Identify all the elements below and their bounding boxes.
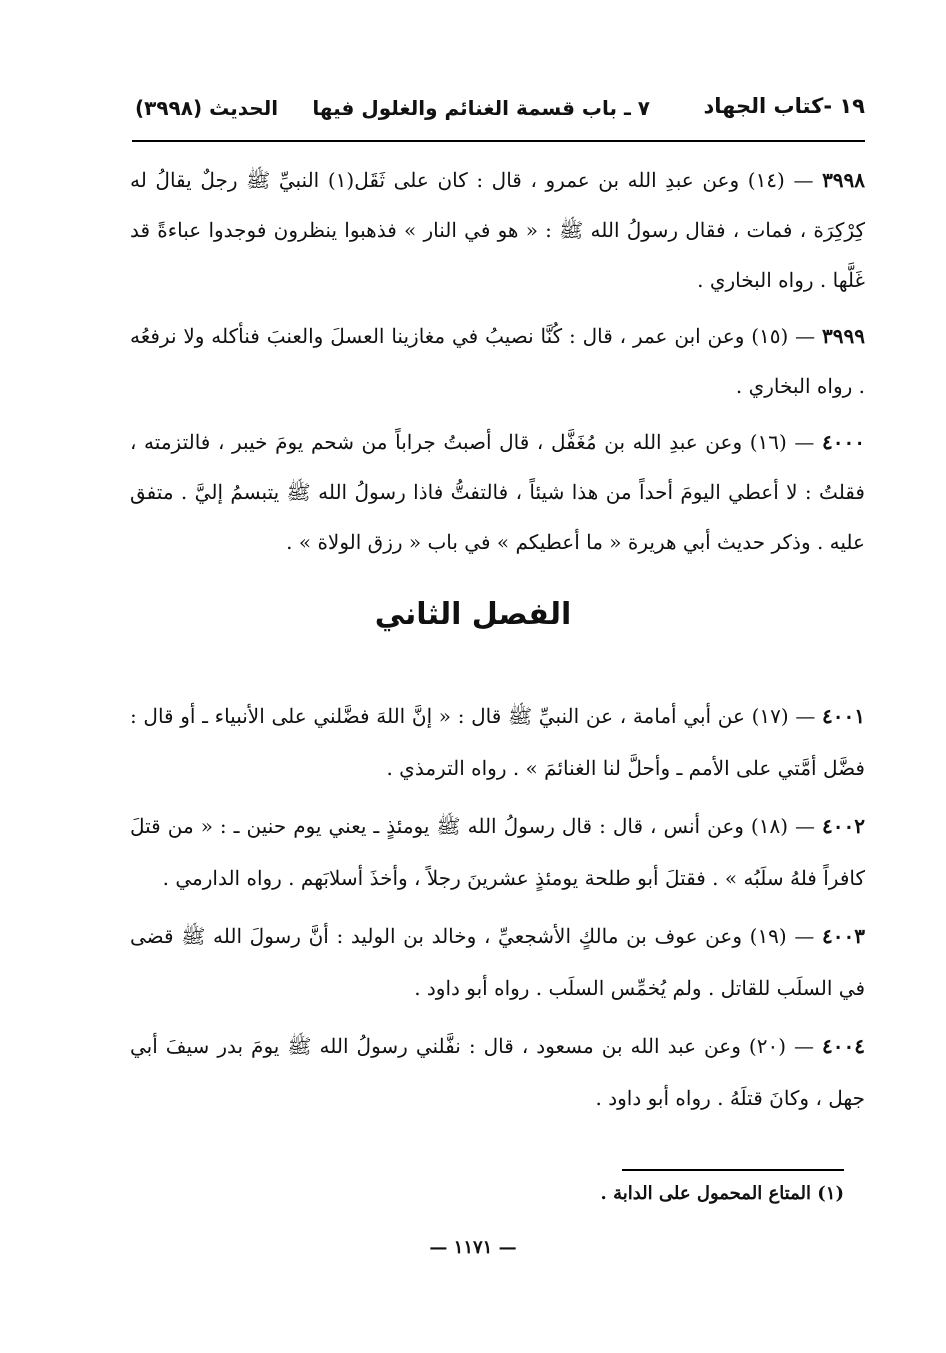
header-divider: [132, 140, 865, 142]
footnote-divider: [622, 1169, 844, 1171]
chapter-title: ٧ ـ باب قسمة الغنائم والغلول فيها: [312, 96, 650, 120]
hadith-entry: [130, 690, 865, 794]
hadith-text: — (١٥) وعن ابن عمر ، قال : كُنَّا نصيبُ في مغازينا العسلَ والعنبَ فنأكله ولا نرفعُه . رواه البخاري .: [130, 324, 865, 398]
hadith-entry: [130, 1020, 865, 1124]
page-number: — ١١٧١ —: [429, 1237, 517, 1258]
hadith-number: ٤٠٠٤: [822, 1034, 866, 1058]
hadith-number: ٤٠٠١: [822, 704, 865, 728]
hadith-entry: [130, 155, 865, 305]
section-heading: الفصل الثاني: [374, 597, 572, 632]
hadith-text: — (١٤) وعن عبدِ الله بن عمرو ، قال : كان على ثَقَل(١) النبيِّ ﷺ رجلٌ يقالُ له كِرْكِرَة ، فمات ، فقال رسولُ الله ﷺ : « هو في النار » فذهبوا ينظرون فوجدوا عباءةً قد غَلَّها . رواه البخاري .: [130, 168, 865, 292]
footnote: (١) المتاع المحمول على الدابة .: [600, 1183, 844, 1204]
hadith-text: — (٢٠) وعن عبد الله بن مسعود ، قال : نفَّلني رسولُ الله ﷺ يومَ بدر سيفَ أبي جهل ، وكانَ قتلَهُ . رواه أبو داود .: [130, 1034, 865, 1110]
hadith-entry: [130, 311, 865, 411]
hadith-entry: [130, 800, 865, 904]
running-header: [135, 92, 865, 136]
book-section-title: ١٩ -كتاب الجهاد: [703, 94, 865, 118]
hadith-number: ٤٠٠٠: [822, 430, 865, 454]
hadith-list-first-section: [130, 155, 865, 573]
hadith-text: — (١٩) وعن عوف بن مالكٍ الأشجعيِّ ، وخالد بن الوليد : أنَّ رسولَ الله ﷺ قضى في السلَب للقاتل . ولم يُخمِّس السلَب . رواه أبو داود .: [130, 924, 865, 1000]
hadith-reference: الحديث (٣٩٩٨): [135, 96, 279, 120]
hadith-number: ٣٩٩٨: [822, 168, 866, 192]
hadith-list-second-section: [130, 690, 865, 1130]
hadith-entry: [130, 417, 865, 567]
hadith-number: ٤٠٠٣: [822, 924, 866, 948]
hadith-number: ٣٩٩٩: [822, 324, 865, 348]
hadith-entry: [130, 910, 865, 1014]
hadith-text: — (١٦) وعن عبدِ الله بن مُغَفَّل ، قال أصبتُ جراباً من شحم يومَ خيبر ، فالتزمته ، فقلتُ : لا أعطي اليومَ أحداً من هذا شيئاً ، فالتفتُّ فاذا رسولُ الله ﷺ يتبسمُ إليَّ . متفق عليه . وذكر حديث أبي هريرة « ما أعطيكم » في باب « رزق الولاة » .: [130, 430, 865, 554]
hadith-text: — (١٧) عن أبي أمامة ، عن النبيِّ ﷺ قال : « إنَّ اللهَ فضَّلني على الأنبياء ـ أو قال : فضَّل أمَّتي على الأمم ـ وأحلَّ لنا الغنائمَ » . رواه الترمذي .: [130, 704, 865, 780]
hadith-number: ٤٠٠٢: [822, 814, 866, 838]
hadith-text: — (١٨) وعن أنس ، قال : قال رسولُ الله ﷺ يومئذٍ ـ يعني يوم حنين ـ : « من قتلَ كافراً فلهُ سلَبُه » . فقتلَ أبو طلحة يومئذٍ عشرينَ رجلاً ، وأخذَ أسلابَهم . رواه الدارمي .: [130, 814, 865, 890]
